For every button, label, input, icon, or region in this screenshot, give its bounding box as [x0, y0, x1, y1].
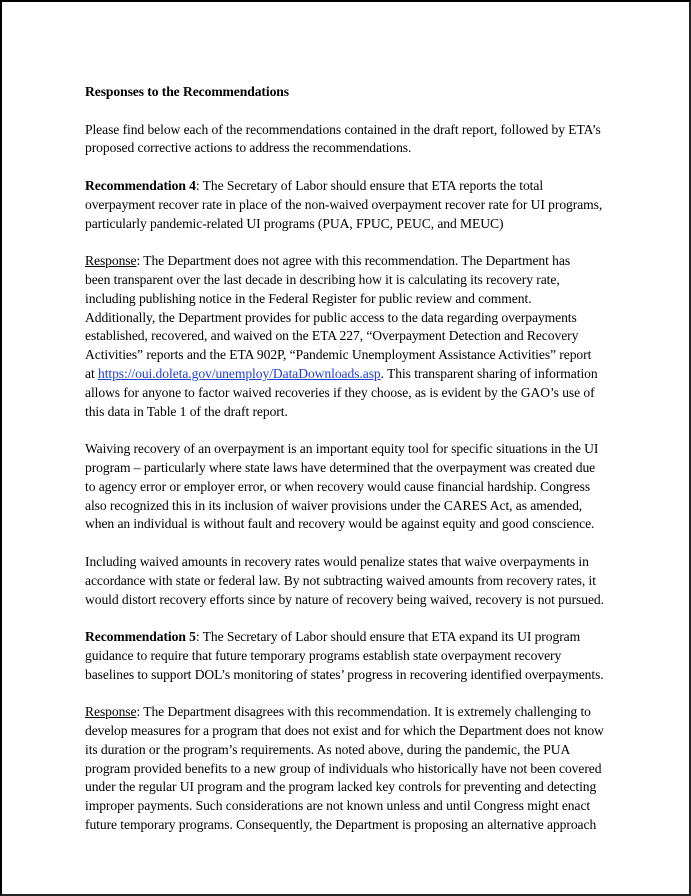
response-5 — [85, 703, 630, 835]
recommendation-4 — [85, 177, 630, 233]
text-line: guidance to require that future temporary programs establish state overpayment recovery — [85, 647, 562, 663]
link-suffix: . This transparent sharing of information — [380, 365, 598, 381]
text-line: : The Department disagrees with this recommendation. It is extremely challenging to — [136, 704, 591, 720]
waiver-paragraph — [85, 440, 630, 534]
text-line: Please find below each of the recommendations contained in the draft report, followed by ETA’s — [85, 121, 601, 137]
including-paragraph — [85, 553, 630, 609]
document-body — [85, 83, 630, 854]
text-line: under the regular UI program and the program lacked key controls for preventing and detecting — [85, 779, 597, 795]
text-line: proposed corrective actions to address the recommendations. — [85, 140, 412, 156]
text-line: this data in Table 1 of the draft report. — [85, 403, 288, 419]
text-line: develop measures for a program that does not exist and for which the Department does not know — [85, 723, 604, 739]
text-line: future temporary programs. Consequently, the Department is proposing an alternative approach — [85, 817, 597, 833]
text-line: Including waived amounts in recovery rates would penalize states that waive overpayments in — [85, 553, 589, 569]
text-line: its duration or the program’s requirements. As noted above, during the pandemic, the PUA — [85, 741, 571, 757]
recommendation-4-label: Recommendation 4 — [85, 177, 196, 193]
text-line: baselines to support DOL’s monitoring of states’ progress in recovering identified overpayments. — [85, 666, 604, 682]
text-line: been transparent over the last decade in describing how it is calculating its recovery rate, — [85, 271, 560, 287]
text-line: program – particularly where state laws have determined that the overpayment was created due — [85, 459, 596, 475]
text-line: : The Secretary of Labor should ensure that ETA expand its UI program — [195, 629, 581, 645]
recommendation-5 — [85, 628, 630, 684]
intro-paragraph — [85, 121, 630, 159]
text-line: allows for anyone to factor waived recoveries if they choose, as is evident by the GAO’s use of — [85, 384, 595, 400]
text-line: Waiving recovery of an overpayment is an important equity tool for specific situations in the UI — [85, 441, 599, 457]
text-line: program provided benefits to a new group of individuals who historically have not been covered — [85, 760, 602, 776]
recommendation-5-label: Recommendation 5 — [85, 629, 196, 645]
response-4-label: Response — [85, 253, 137, 269]
text-line: to agency error or employer error, or when recovery would cause financial hardship. Congress — [85, 478, 591, 494]
text-line: established, recovered, and waived on the ETA 227, “Overpayment Detection and Recovery — [85, 328, 579, 344]
text-line: improper payments. Such considerations are not known unless and until Congress might enact — [85, 798, 591, 814]
text-line: Activities” reports and the ETA 902P, “Pandemic Unemployment Assistance Activities” report — [85, 347, 592, 363]
data-downloads-link[interactable]: https://oui.doleta.gov/unemploy/DataDownloads.asp — [97, 365, 381, 381]
text-line: particularly pandemic-related UI programs (PUA, FPUC, PEUC, and MEUC) — [85, 215, 504, 231]
text-line: including publishing notice in the Federal Register for public review and comment. — [85, 290, 532, 306]
text-line: when an individual is without fault and recovery would be against equity and good conscience. — [85, 516, 595, 532]
response-4 — [85, 252, 630, 421]
text-line: : The Secretary of Labor should ensure that ETA reports the total — [195, 177, 544, 193]
text-line: : The Department does not agree with this recommendation. The Department has — [136, 253, 571, 269]
text-line: accordance with state or federal law. By not subtracting waived amounts from recovery rates, it — [85, 572, 596, 588]
response-5-label: Response — [85, 704, 137, 720]
section-heading: Responses to the Recommendations — [85, 84, 289, 99]
text-line: also recognized this in its inclusion of waiver provisions under the CARES Act, as amended, — [85, 497, 583, 513]
text-line: overpayment recover rate in place of the non-waived overpayment recover rate for UI programs, — [85, 196, 603, 212]
text-line: would distort recovery efforts since by nature of recovery being waived, recovery is not pursued. — [85, 591, 604, 607]
link-prefix: at — [85, 365, 98, 381]
text-line: Additionally, the Department provides for public access to the data regarding overpayments — [85, 309, 577, 325]
